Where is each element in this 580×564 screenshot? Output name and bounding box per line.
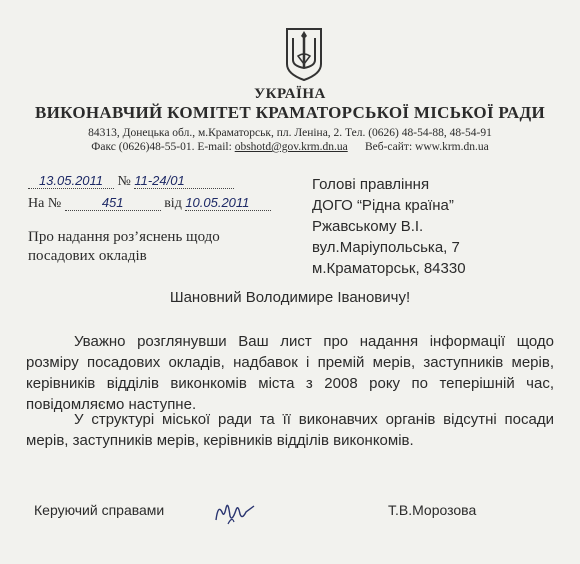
outgoing-registration bbox=[28, 173, 234, 190]
website-text: Веб-сайт: www.krm.dn.ua bbox=[364, 141, 489, 153]
outgoing-date: 13.05.2011 bbox=[28, 173, 114, 189]
signatory-title: Керуючий справами bbox=[34, 502, 165, 518]
addressee-line: м.Краматорськ, 84330 bbox=[312, 260, 466, 277]
body-paragraph-1: Уважно розглянувши Ваш лист про надання інформації щодо розміру посадових окладів, надбавок і премій мерів, заступників мерів, керівників відділів виконкомів міста з 2008 року по теперішній час, повідомляємо наступне. bbox=[26, 333, 554, 413]
incoming-reference bbox=[28, 195, 271, 212]
email-link[interactable]: obshotd@gov.krm.dn.ua bbox=[234, 141, 348, 153]
body-paragraph-2: У структурі міської ради та її виконавчих органів відсутні посади мерів, заступників мерів, керівників відділів виконкомів. bbox=[26, 411, 554, 449]
subject-block bbox=[28, 228, 278, 266]
contacts-line bbox=[0, 141, 580, 153]
address-line: 84313, Донецька обл., м.Краматорськ, пл. Леніна, 2. Тел. (0626) 48-54-88, 48-54-91 bbox=[88, 127, 492, 139]
addressee-line: вул.Маріупольська, 7 bbox=[312, 239, 460, 256]
subject-line: посадових окладів bbox=[28, 248, 147, 264]
ref-label: На № bbox=[28, 196, 62, 211]
addressee-line: Голові правління bbox=[312, 176, 430, 193]
fax-label: Факс (0626)48-55-01. E-mail: bbox=[91, 141, 232, 153]
trident-emblem-icon bbox=[284, 26, 324, 82]
ref-number: 451 bbox=[65, 195, 161, 211]
outgoing-number: 11-24/01 bbox=[134, 173, 234, 189]
addressee-block bbox=[312, 174, 466, 279]
addressee-line: ДОГО “Рідна країна” bbox=[312, 197, 454, 214]
number-label: № bbox=[117, 174, 131, 189]
addressee-line: Ржавському В.І. bbox=[312, 218, 424, 235]
country-title: УКРАЇНА bbox=[254, 86, 326, 102]
ref-date-label: від bbox=[164, 196, 182, 211]
greeting: Шановний Володимире Івановичу! bbox=[169, 289, 411, 306]
ref-date: 10.05.2011 bbox=[185, 195, 271, 211]
subject-line: Про надання роз’яснень щодо bbox=[28, 229, 220, 245]
organization-title: ВИКОНАВЧИЙ КОМІТЕТ КРАМАТОРСЬКОЇ МІСЬКОЇ РАДИ bbox=[34, 103, 546, 122]
handwritten-signature-icon bbox=[210, 494, 260, 528]
signatory-name: Т.В.Морозова bbox=[388, 502, 477, 518]
